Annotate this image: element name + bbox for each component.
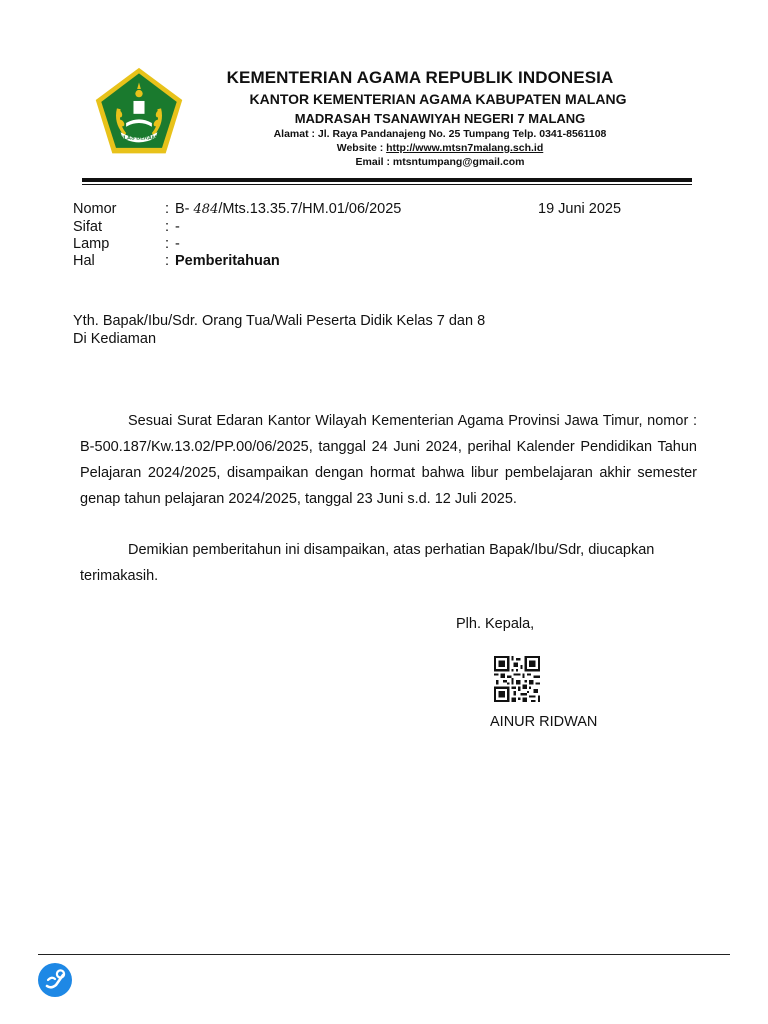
school-address: Alamat : Jl. Raya Pandanajeng No. 25 Tumpang Telp. 0341-8561108 [273,128,607,140]
meta-nomor [73,201,401,217]
meta-sifat [73,219,180,235]
qr-code-icon [494,656,540,702]
sifat-label: Sifat [73,219,103,235]
signature-title: Plh. Kepala, [456,616,535,632]
nomor-prefix: B- [175,201,194,217]
school-email: Email : mtsntumpang@gmail.com [355,156,525,168]
letter-body [80,408,697,512]
nomor-handwritten: 484 [193,202,219,217]
nomor-rest: /Mts.13.35.7/HM.01/06/2025 [218,201,402,217]
recipient-line-1: Yth. Bapak/Ibu/Sdr. Orang Tua/Wali Peserta Didik Kelas 7 dan 8 [73,313,486,329]
sifat-separator: : [165,219,170,235]
letter-date: 19 Juni 2025 [538,201,622,217]
signatory-name: AINUR RIDWAN [490,714,598,730]
letterhead-rule-thin [82,184,692,185]
recipient-line-2: Di Kediaman [73,331,157,347]
website-link[interactable]: http://www.mtsn7malang.sch.id [386,142,544,154]
office-name: KANTOR KEMENTERIAN AGAMA KABUPATEN MALANG [249,91,627,107]
body-paragraph-2: Demikian pemberitahun ini disampaikan, atas perhatian Bapak/Ibu/Sdr, diucapkan terimakasih. [80,542,655,584]
lamp-label: Lamp [73,236,110,252]
school-website [180,142,700,154]
body-paragraph-1: Sesuai Surat Edaran Kantor Wilayah Kementerian Agama Provinsi Jawa Timur, nomor : B-500.187/Kw.13.02/PP.00/06/2025, tanggal 24 Juni 2024, perihal Kalender Pendidikan Tahun Pelajaran 2024/2025, disampaikan dengan hormat bahwa libur pembelajaran akhir semester genap tahun pelajaran 2024/2025, tanggal 23 Juni s.d. 12 Juli 2025. [80,413,697,507]
scribd-logo-icon[interactable] [38,963,72,997]
lamp-separator: : [165,236,170,252]
hal-separator: : [165,253,170,269]
ministry-name: KEMENTERIAN AGAMA REPUBLIK INDONESIA [226,68,614,87]
nomor-separator: : [165,201,170,217]
hal-value: Pemberitahuan [175,253,280,269]
meta-lamp [73,236,180,252]
meta-hal [73,253,280,269]
lamp-value: - [175,236,180,252]
website-label: Website : [336,142,387,154]
sifat-value: - [175,219,180,235]
footer-rule [38,954,730,955]
hal-label: Hal [73,253,95,269]
nomor-label: Nomor [73,201,117,217]
letter-closing [80,537,700,589]
school-name: MADRASAH TSANAWIYAH NEGERI 7 MALANG [294,111,586,126]
logo-motto: IKHLAS BERAMAL [114,135,164,142]
letterhead-rule-thick [82,178,692,182]
